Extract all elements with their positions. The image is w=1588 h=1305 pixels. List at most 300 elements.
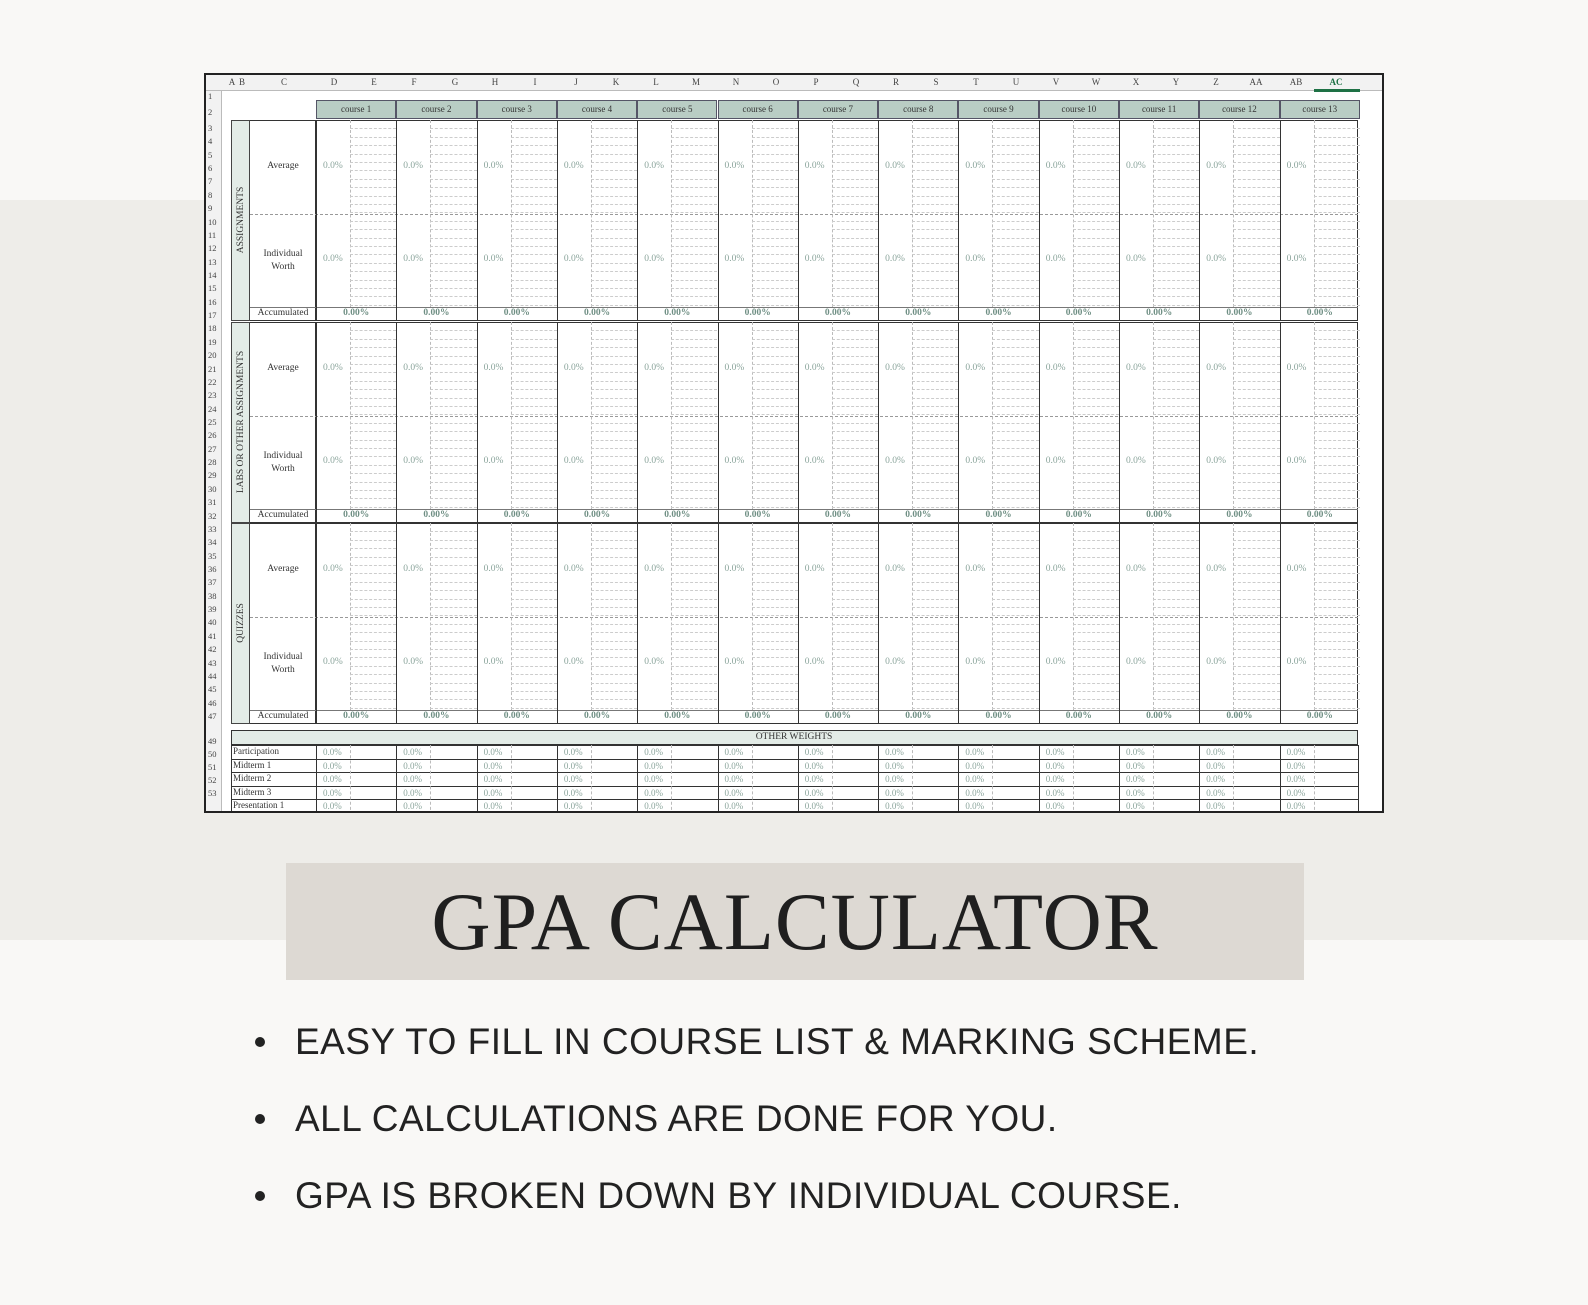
weight-value[interactable]: 0.0% — [403, 801, 423, 811]
weight-value[interactable]: 0.0% — [483, 801, 503, 811]
weight-value[interactable]: 0.0% — [563, 747, 583, 757]
average-value[interactable]: 0.0% — [563, 161, 584, 171]
worth-value[interactable]: 0.0% — [563, 254, 584, 264]
column-letter[interactable]: D — [330, 77, 338, 87]
average-value[interactable]: 0.0% — [965, 161, 986, 171]
worth-value[interactable]: 0.0% — [724, 456, 745, 466]
row-number[interactable]: 12 — [208, 243, 217, 254]
weight-value[interactable]: 0.0% — [1286, 801, 1306, 811]
average-value[interactable]: 0.0% — [724, 161, 745, 171]
row-number[interactable]: 10 — [208, 216, 217, 227]
row-number[interactable]: 38 — [208, 590, 217, 601]
weight-value[interactable]: 0.0% — [563, 774, 583, 784]
accumulated-value[interactable]: 0.00% — [1146, 510, 1173, 520]
accumulated-value[interactable]: 0.00% — [583, 711, 611, 721]
weight-value[interactable]: 0.0% — [483, 760, 503, 771]
average-value[interactable]: 0.0% — [483, 161, 504, 171]
weight-value[interactable]: 0.0% — [403, 747, 423, 757]
worth-value[interactable]: 0.0% — [804, 254, 825, 264]
row-number[interactable]: 28 — [208, 457, 217, 468]
row-number[interactable]: 40 — [208, 617, 217, 628]
worth-value[interactable]: 0.0% — [644, 657, 664, 667]
weight-value[interactable]: 0.0% — [885, 787, 904, 798]
row-number[interactable]: 2 — [208, 107, 213, 117]
worth-value[interactable]: 0.0% — [644, 456, 664, 466]
accumulated-value[interactable]: 0.00% — [744, 510, 771, 520]
row-number[interactable]: 47 — [208, 711, 217, 721]
row-number[interactable]: 14 — [208, 270, 217, 280]
weight-value[interactable]: 0.0% — [724, 747, 744, 757]
row-number[interactable]: 19 — [208, 336, 217, 347]
worth-value[interactable]: 0.0% — [403, 657, 424, 667]
column-letter[interactable]: U — [1012, 77, 1020, 87]
weight-value[interactable]: 0.0% — [323, 801, 342, 811]
weight-value[interactable]: 0.0% — [323, 760, 342, 771]
weight-value[interactable]: 0.0% — [804, 774, 824, 784]
row-number[interactable]: 36 — [208, 564, 217, 574]
weight-value[interactable]: 0.0% — [724, 774, 744, 784]
weight-value[interactable]: 0.0% — [724, 760, 744, 771]
entry-line — [1314, 347, 1360, 348]
worth-value[interactable]: 0.0% — [1126, 254, 1146, 264]
entry-line — [671, 691, 717, 692]
entry-line — [350, 414, 396, 415]
row-number[interactable]: 11 — [208, 229, 217, 240]
column-letter[interactable]: I — [533, 77, 537, 87]
spreadsheet[interactable] — [204, 73, 1384, 813]
column-letter[interactable]: V — [1052, 77, 1060, 87]
average-value[interactable]: 0.0% — [885, 564, 905, 574]
row-number[interactable]: 30 — [208, 483, 217, 494]
weight-value[interactable]: 0.0% — [965, 747, 985, 757]
weight-value[interactable]: 0.0% — [1286, 760, 1306, 771]
accumulated-value[interactable]: 0.00% — [503, 308, 530, 318]
weight-value[interactable]: 0.0% — [1045, 774, 1065, 784]
row-number[interactable]: 4 — [208, 136, 213, 147]
row-number[interactable]: 22 — [208, 376, 217, 387]
average-value[interactable]: 0.0% — [804, 161, 825, 171]
average-value[interactable]: 0.0% — [323, 564, 343, 574]
row-number[interactable]: 23 — [208, 390, 217, 401]
column-letter[interactable]: H — [491, 77, 499, 87]
accumulated-value[interactable]: 0.00% — [583, 510, 611, 520]
average-value[interactable]: 0.0% — [1126, 363, 1146, 373]
weight-row-label[interactable]: Midterm 3 — [233, 786, 272, 797]
accumulated-value[interactable]: 0.00% — [343, 308, 370, 318]
average-value[interactable]: 0.0% — [1045, 564, 1066, 574]
worth-value[interactable]: 0.0% — [403, 456, 424, 466]
accumulated-value[interactable]: 0.00% — [1306, 308, 1333, 318]
worth-value[interactable]: 0.0% — [804, 456, 825, 466]
entry-line — [1073, 179, 1119, 180]
row-number[interactable]: 39 — [208, 604, 217, 615]
column-letter[interactable]: Z — [1213, 77, 1219, 87]
entry-line — [591, 557, 637, 558]
row-number[interactable]: 37 — [208, 577, 217, 588]
average-value[interactable]: 0.0% — [323, 161, 343, 171]
column-letter[interactable]: A — [228, 77, 236, 87]
weight-value[interactable]: 0.0% — [323, 774, 342, 784]
accumulated-value[interactable]: 0.00% — [985, 308, 1012, 318]
accumulated-value[interactable]: 0.00% — [423, 711, 450, 721]
accumulated-value[interactable]: 0.00% — [423, 308, 450, 318]
accumulated-value[interactable]: 0.00% — [905, 711, 932, 721]
average-value[interactable]: 0.0% — [644, 564, 664, 574]
entry-line — [912, 607, 958, 608]
row-number[interactable]: 1 — [208, 91, 213, 101]
course-name[interactable]: course 11 — [1141, 104, 1177, 114]
worth-value[interactable]: 0.0% — [965, 657, 986, 667]
weight-value[interactable]: 0.0% — [885, 760, 904, 771]
course-name[interactable]: course 4 — [581, 104, 613, 114]
accumulated-value[interactable]: 0.00% — [1146, 711, 1173, 721]
average-value[interactable]: 0.0% — [1286, 161, 1307, 171]
weight-value[interactable]: 0.0% — [1045, 801, 1065, 811]
average-value[interactable]: 0.0% — [1045, 161, 1066, 171]
weight-value[interactable]: 0.0% — [804, 760, 824, 771]
accumulated-value[interactable]: 0.00% — [664, 308, 691, 318]
worth-value[interactable]: 0.0% — [965, 254, 986, 264]
average-value[interactable]: 0.0% — [1126, 161, 1146, 171]
weight-value[interactable]: 0.0% — [724, 787, 744, 798]
weight-value[interactable]: 0.0% — [965, 774, 985, 784]
column-letter[interactable]: S — [933, 77, 939, 87]
entry-line — [1073, 196, 1119, 197]
column-letter[interactable]: AC — [1329, 77, 1343, 87]
row-number[interactable]: 9 — [208, 203, 213, 214]
weight-value[interactable]: 0.0% — [323, 787, 342, 798]
worth-value[interactable]: 0.0% — [885, 657, 905, 667]
row-number[interactable]: 49 — [208, 736, 217, 746]
entry-line — [511, 246, 557, 247]
weight-value[interactable]: 0.0% — [965, 801, 985, 811]
weight-value[interactable]: 0.0% — [1206, 760, 1226, 771]
row-number[interactable]: 17 — [208, 310, 217, 321]
row-number[interactable]: 15 — [208, 283, 217, 294]
weight-value[interactable]: 0.0% — [885, 801, 904, 811]
weight-row-label[interactable]: Participation — [233, 746, 279, 756]
weight-value[interactable]: 0.0% — [323, 747, 342, 757]
worth-value[interactable]: 0.0% — [403, 254, 424, 264]
weight-value[interactable]: 0.0% — [644, 787, 663, 798]
worth-value[interactable]: 0.0% — [1045, 254, 1066, 264]
average-value[interactable]: 0.0% — [323, 363, 343, 373]
accumulated-value[interactable]: 0.00% — [824, 510, 851, 520]
worth-value[interactable]: 0.0% — [885, 254, 905, 264]
worth-value[interactable]: 0.0% — [323, 657, 343, 667]
weight-value[interactable]: 0.0% — [1206, 787, 1226, 798]
entry-line — [350, 557, 396, 558]
row-number[interactable]: 50 — [208, 749, 217, 759]
worth-value[interactable]: 0.0% — [885, 456, 905, 466]
column-letter[interactable]: C — [280, 77, 288, 87]
weight-value[interactable]: 0.0% — [644, 801, 663, 811]
weight-value[interactable]: 0.0% — [563, 787, 583, 798]
weight-value[interactable]: 0.0% — [403, 787, 423, 798]
row-number[interactable]: 42 — [208, 644, 217, 655]
weight-value[interactable]: 0.0% — [965, 760, 985, 771]
weight-value[interactable]: 0.0% — [483, 774, 503, 784]
average-value[interactable]: 0.0% — [1206, 363, 1227, 373]
accumulated-value[interactable]: 0.00% — [503, 510, 530, 520]
column-letter[interactable]: L — [653, 77, 659, 87]
average-value[interactable]: 0.0% — [563, 363, 584, 373]
worth-value[interactable]: 0.0% — [483, 456, 504, 466]
accumulated-value[interactable]: 0.00% — [664, 711, 691, 721]
weight-value[interactable]: 0.0% — [804, 801, 824, 811]
weight-value[interactable]: 0.0% — [885, 747, 904, 757]
weight-value[interactable]: 0.0% — [1126, 801, 1145, 811]
row-number[interactable]: 3 — [208, 123, 213, 133]
worth-value[interactable]: 0.0% — [1286, 657, 1307, 667]
course-name[interactable]: course 12 — [1222, 104, 1257, 114]
worth-value[interactable]: 0.0% — [483, 254, 504, 264]
row-number[interactable]: 5 — [208, 149, 213, 160]
average-value[interactable]: 0.0% — [483, 363, 504, 373]
worth-value[interactable]: 0.0% — [1206, 254, 1227, 264]
weight-value[interactable]: 0.0% — [403, 760, 423, 771]
course-name[interactable]: course 10 — [1061, 104, 1097, 114]
course-name[interactable]: course 2 — [421, 104, 452, 114]
worth-value[interactable]: 0.0% — [1126, 456, 1146, 466]
course-name[interactable]: course 13 — [1302, 104, 1338, 114]
worth-value[interactable]: 0.0% — [563, 456, 584, 466]
course-name[interactable]: course 6 — [742, 104, 773, 114]
course-name[interactable]: course 9 — [983, 104, 1014, 114]
weight-value[interactable]: 0.0% — [885, 774, 904, 784]
average-value[interactable]: 0.0% — [483, 564, 504, 574]
row-number[interactable]: 25 — [208, 417, 217, 427]
row-number[interactable]: 32 — [208, 510, 217, 521]
column-letter[interactable]: X — [1132, 77, 1140, 87]
column-letter[interactable]: G — [451, 77, 459, 87]
weight-value[interactable]: 0.0% — [804, 747, 824, 757]
average-value[interactable]: 0.0% — [644, 161, 664, 171]
average-value[interactable]: 0.0% — [1206, 564, 1227, 574]
row-number[interactable]: 8 — [208, 189, 213, 200]
average-value[interactable]: 0.0% — [724, 363, 745, 373]
accumulated-value[interactable]: 0.00% — [824, 308, 851, 318]
accumulated-value[interactable]: 0.00% — [985, 510, 1012, 520]
worth-value[interactable]: 0.0% — [483, 657, 504, 667]
average-value[interactable]: 0.0% — [885, 363, 905, 373]
worth-value[interactable]: 0.0% — [1286, 456, 1307, 466]
row-number[interactable]: 44 — [208, 670, 217, 681]
weight-value[interactable]: 0.0% — [563, 760, 583, 771]
worth-value[interactable]: 0.0% — [965, 456, 986, 466]
accumulated-value[interactable]: 0.00% — [905, 308, 932, 318]
worth-value[interactable]: 0.0% — [1206, 456, 1227, 466]
average-value[interactable]: 0.0% — [644, 363, 664, 373]
column-letter[interactable]: Q — [852, 77, 860, 87]
average-value[interactable]: 0.0% — [965, 363, 986, 373]
accumulated-value[interactable]: 0.00% — [1226, 510, 1253, 520]
column-letter[interactable]: N — [732, 77, 740, 87]
weight-value[interactable]: 0.0% — [1286, 774, 1306, 784]
column-letter[interactable]: Y — [1172, 77, 1180, 87]
weight-value[interactable]: 0.0% — [1286, 747, 1306, 757]
weight-value[interactable]: 0.0% — [563, 801, 583, 811]
column-letter[interactable]: AB — [1289, 77, 1303, 87]
accumulated-value[interactable]: 0.00% — [664, 510, 691, 520]
accumulated-value[interactable]: 0.00% — [503, 711, 530, 721]
average-value[interactable]: 0.0% — [403, 161, 424, 171]
accumulated-value[interactable]: 0.00% — [423, 510, 450, 520]
weight-value[interactable]: 0.0% — [483, 747, 503, 757]
row-number[interactable]: 18 — [208, 323, 217, 334]
average-value[interactable]: 0.0% — [1286, 363, 1307, 373]
weight-value[interactable]: 0.0% — [1045, 747, 1065, 757]
column-letter[interactable]: F — [411, 77, 417, 87]
worth-value[interactable]: 0.0% — [804, 657, 825, 667]
row-number[interactable]: 34 — [208, 537, 217, 548]
course-name[interactable]: course 8 — [903, 104, 934, 114]
accumulated-value[interactable]: 0.00% — [744, 308, 771, 318]
weight-row-label[interactable]: Midterm 1 — [233, 759, 272, 770]
worth-value[interactable]: 0.0% — [323, 456, 343, 466]
accumulated-value[interactable]: 0.00% — [1065, 308, 1092, 318]
average-value[interactable]: 0.0% — [1286, 564, 1307, 574]
row-number[interactable]: 27 — [208, 443, 217, 454]
row-number[interactable]: 24 — [208, 403, 217, 414]
column-letter[interactable]: K — [612, 77, 620, 87]
weight-value[interactable]: 0.0% — [644, 760, 663, 771]
row-number[interactable]: 31 — [208, 497, 217, 508]
entry-line — [752, 145, 798, 146]
worth-value[interactable]: 0.0% — [644, 254, 664, 264]
weight-row-label[interactable]: Midterm 2 — [233, 773, 272, 783]
accumulated-value[interactable]: 0.00% — [1226, 711, 1253, 721]
worth-value[interactable]: 0.0% — [1286, 254, 1307, 264]
weight-value[interactable]: 0.0% — [1126, 747, 1145, 757]
worth-value[interactable]: 0.0% — [724, 657, 745, 667]
row-number[interactable]: 29 — [208, 470, 217, 481]
weight-value[interactable]: 0.0% — [1126, 774, 1145, 784]
course-name[interactable]: course 1 — [341, 104, 372, 114]
weight-value[interactable]: 0.0% — [1126, 787, 1145, 798]
accumulated-value[interactable]: 0.00% — [905, 510, 932, 520]
weight-value[interactable]: 0.0% — [1045, 787, 1065, 798]
row-number[interactable]: 46 — [208, 697, 217, 708]
column-letter[interactable]: J — [574, 77, 578, 87]
average-value[interactable]: 0.0% — [1206, 161, 1227, 171]
entry-line — [1233, 482, 1279, 483]
accumulated-value[interactable]: 0.00% — [1146, 308, 1173, 318]
worth-value[interactable]: 0.0% — [323, 254, 343, 264]
row-number[interactable]: 33 — [208, 523, 217, 534]
entry-line — [1073, 305, 1119, 306]
row-number[interactable]: 43 — [208, 657, 217, 668]
worth-value[interactable]: 0.0% — [1045, 456, 1066, 466]
weight-value[interactable]: 0.0% — [483, 787, 503, 798]
row-number[interactable]: 35 — [208, 550, 217, 561]
column-letter[interactable]: AA — [1249, 77, 1263, 87]
column-letter[interactable]: E — [371, 77, 377, 87]
average-value[interactable]: 0.0% — [1126, 564, 1146, 574]
weight-value[interactable]: 0.0% — [403, 774, 423, 784]
column-letter[interactable]: B — [238, 77, 246, 87]
accumulated-value[interactable]: 0.00% — [824, 711, 851, 721]
accumulated-value[interactable]: 0.00% — [1065, 510, 1092, 520]
weight-value[interactable]: 0.0% — [1206, 801, 1226, 811]
row-number[interactable]: 7 — [208, 176, 213, 187]
weight-value[interactable]: 0.0% — [1206, 747, 1226, 757]
course-name[interactable]: course 3 — [501, 104, 532, 114]
column-letter[interactable]: O — [772, 77, 780, 87]
average-value[interactable]: 0.0% — [804, 363, 825, 373]
worth-value[interactable]: 0.0% — [1126, 657, 1146, 667]
average-value[interactable]: 0.0% — [403, 363, 424, 373]
average-value[interactable]: 0.0% — [563, 564, 584, 574]
average-value[interactable]: 0.0% — [885, 161, 905, 171]
entry-line — [1153, 482, 1199, 483]
row-number[interactable]: 6 — [208, 163, 213, 174]
weight-value[interactable]: 0.0% — [965, 787, 985, 798]
weight-value[interactable]: 0.0% — [644, 747, 663, 757]
entry-line — [350, 137, 396, 138]
row-number[interactable]: 21 — [208, 363, 217, 374]
row-number[interactable]: 13 — [208, 256, 217, 267]
accumulated-value[interactable]: 0.00% — [1065, 711, 1092, 721]
row-number[interactable]: 41 — [208, 630, 217, 641]
entry-line — [430, 599, 476, 600]
worth-value[interactable]: 0.0% — [724, 254, 745, 264]
weight-value[interactable]: 0.0% — [1206, 774, 1226, 784]
accumulated-value[interactable]: 0.00% — [343, 510, 370, 520]
row-number[interactable]: 53 — [208, 788, 217, 798]
row-number[interactable]: 45 — [208, 684, 217, 695]
row-number[interactable]: 52 — [208, 775, 217, 785]
weight-value[interactable]: 0.0% — [1045, 760, 1065, 771]
accumulated-value[interactable]: 0.00% — [343, 711, 370, 721]
average-value[interactable]: 0.0% — [403, 564, 424, 574]
column-letter[interactable]: M — [691, 77, 701, 87]
worth-value[interactable]: 0.0% — [1206, 657, 1227, 667]
accumulated-value[interactable]: 0.00% — [1306, 510, 1333, 520]
course-name[interactable]: course 7 — [822, 104, 854, 114]
column-letter[interactable]: P — [813, 77, 819, 87]
row-number[interactable]: 51 — [208, 762, 217, 772]
accumulated-value[interactable]: 0.00% — [744, 711, 771, 721]
row-number[interactable]: 20 — [208, 350, 217, 361]
weight-value[interactable]: 0.0% — [1126, 760, 1145, 771]
average-value[interactable]: 0.0% — [965, 564, 986, 574]
worth-value[interactable]: 0.0% — [563, 657, 584, 667]
accumulated-value[interactable]: 0.00% — [1226, 308, 1253, 318]
column-letter[interactable]: T — [973, 77, 979, 87]
average-value[interactable]: 0.0% — [1045, 363, 1066, 373]
entry-line — [1233, 641, 1279, 642]
average-value[interactable]: 0.0% — [804, 564, 825, 574]
weight-value[interactable]: 0.0% — [1286, 787, 1306, 798]
weight-value[interactable]: 0.0% — [804, 787, 824, 798]
weight-row-label[interactable]: Presentation 1 — [233, 800, 285, 810]
row-number[interactable]: 26 — [208, 430, 217, 441]
column-letter[interactable]: W — [1091, 77, 1101, 87]
weight-value[interactable]: 0.0% — [644, 774, 663, 784]
accumulated-value[interactable]: 0.00% — [985, 711, 1012, 721]
column-letter[interactable]: R — [892, 77, 900, 87]
accumulated-value[interactable]: 0.00% — [583, 308, 611, 318]
row-number[interactable]: 16 — [208, 296, 217, 307]
worth-value[interactable]: 0.0% — [1045, 657, 1066, 667]
average-value[interactable]: 0.0% — [724, 564, 745, 574]
course-name[interactable]: course 5 — [662, 104, 693, 114]
entry-line — [1314, 128, 1360, 129]
weight-value[interactable]: 0.0% — [724, 801, 744, 811]
entry-line — [1073, 456, 1119, 457]
accumulated-value[interactable]: 0.00% — [1306, 711, 1333, 721]
